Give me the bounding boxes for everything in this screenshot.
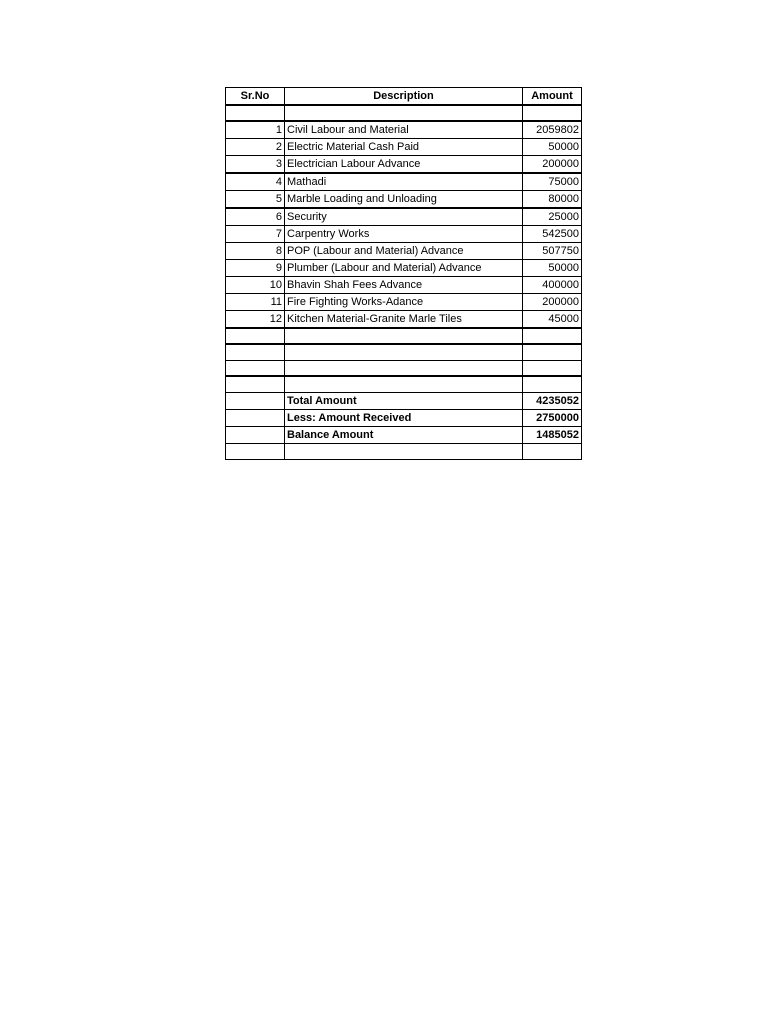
table-row xyxy=(226,311,582,329)
sr-no-cell: 5 xyxy=(226,191,285,209)
amount-cell: 25000 xyxy=(523,208,582,226)
blank-cell xyxy=(226,426,285,443)
amount-cell: 75000 xyxy=(523,173,582,191)
blank-cell xyxy=(523,344,582,360)
balance-label: Balance Amount xyxy=(285,426,523,443)
blank-cell xyxy=(285,376,523,392)
blank-cell xyxy=(226,392,285,409)
description-cell: Plumber (Labour and Material) Advance xyxy=(285,260,523,277)
table-row xyxy=(226,243,582,260)
table-row xyxy=(226,139,582,156)
blank-cell xyxy=(285,344,523,360)
balance-row xyxy=(226,426,582,443)
amount-cell: 200000 xyxy=(523,156,582,174)
sr-no-cell: 8 xyxy=(226,243,285,260)
blank-cell xyxy=(226,376,285,392)
sr-no-cell: 7 xyxy=(226,226,285,243)
received-label: Less: Amount Received xyxy=(285,409,523,426)
sr-no-cell: 6 xyxy=(226,208,285,226)
header-row xyxy=(226,88,582,106)
received-row xyxy=(226,409,582,426)
table-row xyxy=(226,173,582,191)
blank-row xyxy=(226,443,582,459)
amount-cell: 507750 xyxy=(523,243,582,260)
total-row xyxy=(226,392,582,409)
blank-cell xyxy=(226,344,285,360)
blank-cell xyxy=(226,105,285,121)
blank-cell xyxy=(285,105,523,121)
blank-cell xyxy=(523,105,582,121)
description-cell: POP (Labour and Material) Advance xyxy=(285,243,523,260)
sr-no-cell: 2 xyxy=(226,139,285,156)
expense-table xyxy=(225,87,582,460)
received-value: 2750000 xyxy=(523,409,582,426)
blank-cell xyxy=(285,360,523,376)
blank-cell xyxy=(523,328,582,344)
blank-cell xyxy=(523,376,582,392)
blank-cell xyxy=(285,328,523,344)
amount-cell: 45000 xyxy=(523,311,582,329)
table-row xyxy=(226,294,582,311)
blank-row xyxy=(226,105,582,121)
table-row xyxy=(226,208,582,226)
blank-cell xyxy=(523,443,582,459)
amount-cell: 80000 xyxy=(523,191,582,209)
blank-cell xyxy=(226,360,285,376)
blank-cell xyxy=(226,443,285,459)
description-cell: Bhavin Shah Fees Advance xyxy=(285,277,523,294)
blank-row xyxy=(226,344,582,360)
amount-cell: 2059802 xyxy=(523,121,582,139)
blank-row xyxy=(226,328,582,344)
blank-cell xyxy=(285,443,523,459)
table-row xyxy=(226,260,582,277)
header-description: Description xyxy=(285,88,523,106)
total-label: Total Amount xyxy=(285,392,523,409)
amount-cell: 200000 xyxy=(523,294,582,311)
description-cell: Carpentry Works xyxy=(285,226,523,243)
header-sr-no: Sr.No xyxy=(226,88,285,106)
blank-cell xyxy=(523,360,582,376)
total-value: 4235052 xyxy=(523,392,582,409)
blank-row xyxy=(226,360,582,376)
description-cell: Security xyxy=(285,208,523,226)
table-row xyxy=(226,191,582,209)
balance-value: 1485052 xyxy=(523,426,582,443)
table-row xyxy=(226,156,582,174)
sr-no-cell: 1 xyxy=(226,121,285,139)
blank-row xyxy=(226,376,582,392)
amount-cell: 542500 xyxy=(523,226,582,243)
description-cell: Fire Fighting Works-Adance xyxy=(285,294,523,311)
description-cell: Electric Material Cash Paid xyxy=(285,139,523,156)
amount-cell: 50000 xyxy=(523,139,582,156)
description-cell: Mathadi xyxy=(285,173,523,191)
sr-no-cell: 11 xyxy=(226,294,285,311)
blank-cell xyxy=(226,409,285,426)
header-amount: Amount xyxy=(523,88,582,106)
table-row xyxy=(226,121,582,139)
sr-no-cell: 4 xyxy=(226,173,285,191)
table-row xyxy=(226,277,582,294)
sr-no-cell: 3 xyxy=(226,156,285,174)
sr-no-cell: 10 xyxy=(226,277,285,294)
description-cell: Kitchen Material-Granite Marle Tiles xyxy=(285,311,523,329)
sr-no-cell: 12 xyxy=(226,311,285,329)
amount-cell: 50000 xyxy=(523,260,582,277)
description-cell: Electrician Labour Advance xyxy=(285,156,523,174)
description-cell: Marble Loading and Unloading xyxy=(285,191,523,209)
blank-cell xyxy=(226,328,285,344)
sr-no-cell: 9 xyxy=(226,260,285,277)
amount-cell: 400000 xyxy=(523,277,582,294)
description-cell: Civil Labour and Material xyxy=(285,121,523,139)
table-row xyxy=(226,226,582,243)
